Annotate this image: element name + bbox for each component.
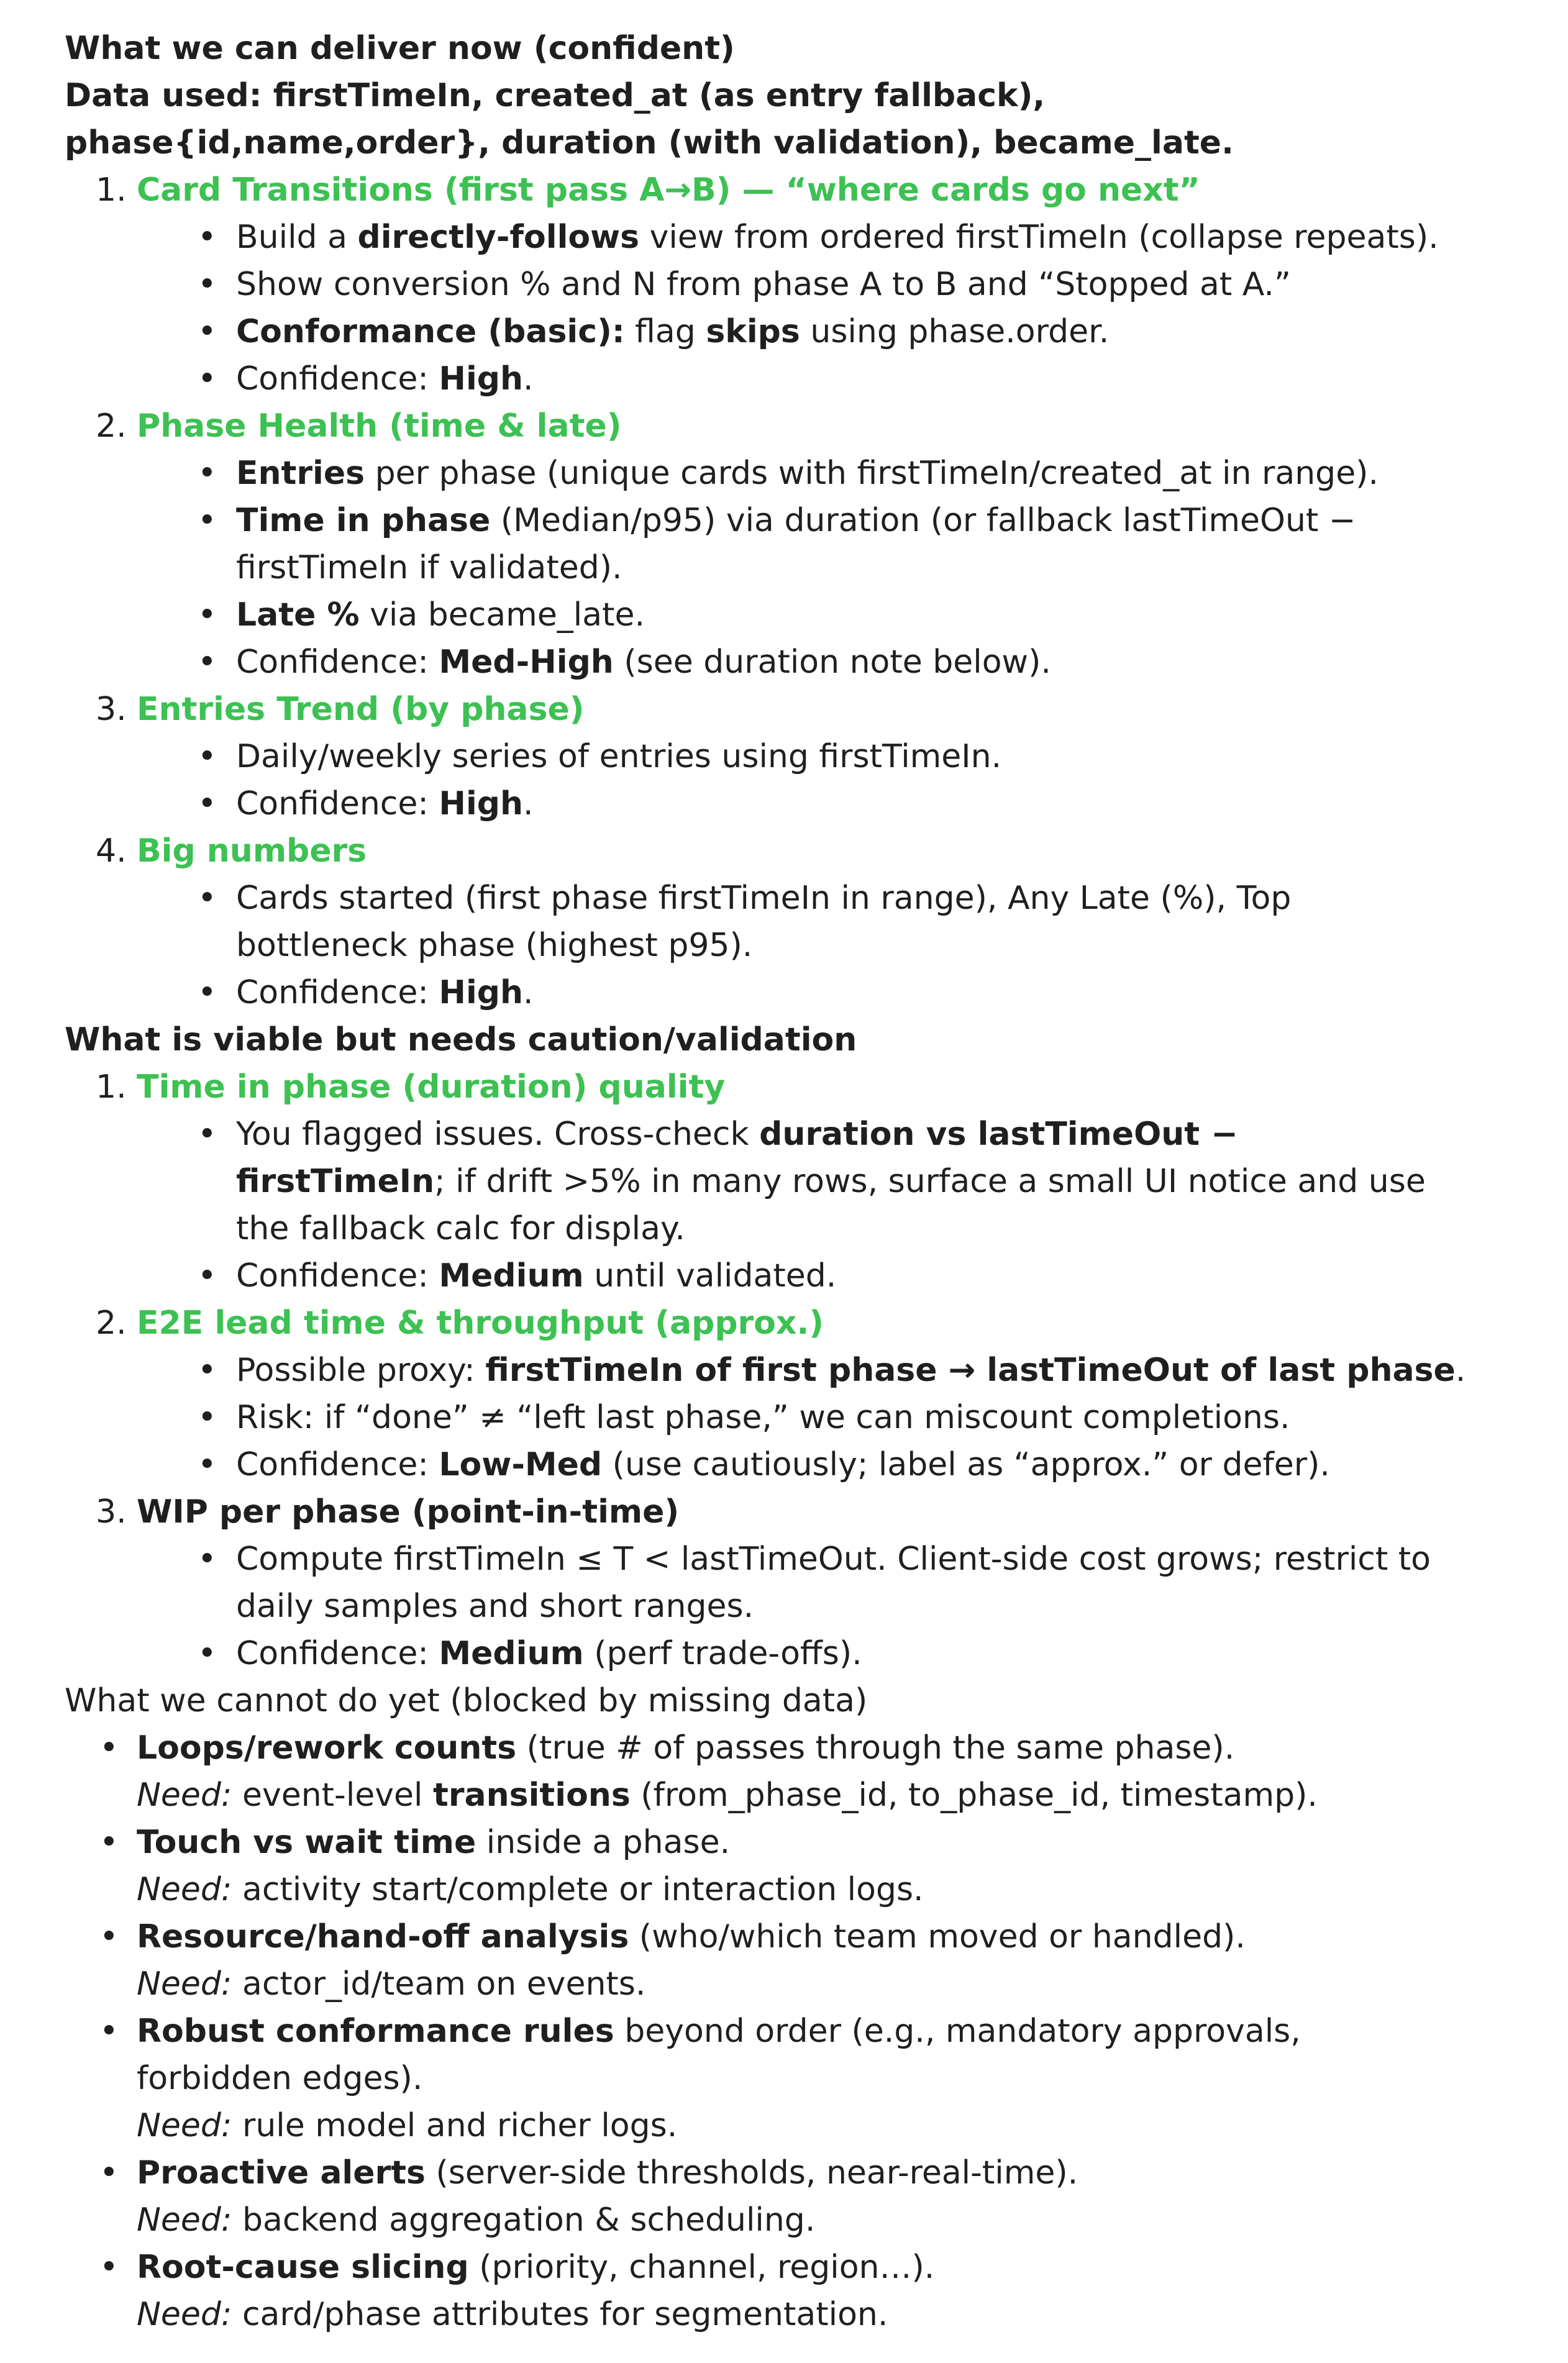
- bullet-dot: •: [198, 1257, 217, 1295]
- item-title: E2E lead time & throughput (approx.): [137, 1304, 824, 1342]
- bullet-proactive-alerts: • Proactive alerts (server-side thresholds, near-real-time).: [65, 2149, 1518, 2197]
- bullet-dot: •: [198, 219, 217, 256]
- need-line: Need: card/phase attributes for segmentation.: [137, 2296, 888, 2333]
- bullet-dot: •: [99, 2249, 119, 2286]
- item-number: 1.: [96, 171, 127, 209]
- data-used-line: Data used: firstTimeIn, created_at (as entry fallback), phase{id,name,order}, duration (with validation), became_late.: [65, 77, 1234, 162]
- bullet: • Possible proxy: firstTimeIn of first phase → lastTimeOut of last phase.: [65, 1347, 1518, 1394]
- need-line: Need: actor_id/team on events.: [137, 1965, 646, 2003]
- bullet: • You flagged issues. Cross-check duration vs lastTimeOut − firstTimeIn; if drift >5% in many rows, surface a small UI notice and use the fallback calc for display.: [65, 1111, 1518, 1252]
- bullet-dot: •: [198, 974, 217, 1011]
- bullet-dot: •: [99, 1729, 119, 1767]
- bullet-robust-conformance: • Robust conformance rules beyond order (e.g., mandatory approvals, forbidden edges).: [65, 2008, 1518, 2102]
- section-heading-deliver-now: What we can deliver now (confident): [65, 30, 735, 67]
- bullet-resource-handoff: • Resource/hand-off analysis (who/which team moved or handled).: [65, 1913, 1518, 1960]
- bullet-dot: •: [198, 502, 217, 539]
- bullet-dot: •: [198, 313, 217, 350]
- bullet-dot: •: [198, 880, 217, 917]
- bullet-dot: •: [198, 455, 217, 492]
- section-heading-cannot-do-yet: What we cannot do yet (blocked by missing data): [65, 1682, 868, 1719]
- bullet: • Confidence: Med-High (see duration note below).: [65, 639, 1518, 686]
- need-line: Need: activity start/complete or interaction logs.: [137, 1871, 924, 1908]
- bullet: • Risk: if “done” ≠ “left last phase,” we can miscount completions.: [65, 1394, 1518, 1441]
- item-title: Entries Trend (by phase): [137, 691, 585, 728]
- item-number: 4.: [96, 832, 127, 870]
- bullet-dot: •: [99, 2154, 119, 2192]
- bullet-dot: •: [198, 738, 217, 775]
- numbered-item-wip-per-phase: [65, 1488, 1518, 1536]
- item-number: 3.: [96, 1493, 127, 1531]
- bullet-touch-vs-wait: • Touch vs wait time inside a phase.: [65, 1819, 1518, 1866]
- numbered-item-card-transitions: [65, 166, 1518, 214]
- bullet: • Confidence: Medium until validated.: [65, 1252, 1518, 1300]
- bullet-dot: •: [198, 1635, 217, 1672]
- item-title: Card Transitions (first pass A→B) — “where cards go next”: [137, 171, 1200, 209]
- need-line: Need: rule model and richer logs.: [137, 2107, 678, 2144]
- bullet: • Show conversion % and N from phase A to B and “Stopped at A.”: [65, 261, 1518, 308]
- bullet-dot: •: [99, 1918, 119, 1956]
- item-title: Phase Health (time & late): [137, 407, 622, 445]
- section-heading-viable-caution: What is viable but needs caution/validation: [65, 1021, 857, 1059]
- bullet: • Confidence: High.: [65, 355, 1518, 403]
- bullet-dot: •: [198, 596, 217, 634]
- numbered-item-entries-trend: [65, 686, 1518, 733]
- bullet: • Cards started (first phase firstTimeIn in range), Any Late (%), Top bottleneck phase (highest p95).: [65, 875, 1518, 969]
- bullet: • Conformance (basic): flag skips using phase.order.: [65, 308, 1518, 355]
- item-title: Time in phase (duration) quality: [137, 1068, 726, 1106]
- bullet-dot: •: [198, 1446, 217, 1483]
- bullet-dot: •: [198, 1541, 217, 1578]
- bullet: • Entries per phase (unique cards with firstTimeIn/created_at in range).: [65, 450, 1518, 497]
- item-number: 2.: [96, 407, 127, 445]
- bullet: • Confidence: High.: [65, 780, 1518, 827]
- bullet-dot: •: [198, 1399, 217, 1436]
- bullet-dot: •: [198, 644, 217, 681]
- item-title: Big numbers: [137, 832, 367, 870]
- bullet: • Confidence: Medium (perf trade-offs).: [65, 1630, 1518, 1677]
- bullet: • Confidence: Low-Med (use cautiously; label as “approx.” or defer).: [65, 1441, 1518, 1488]
- numbered-item-duration-quality: [65, 1063, 1518, 1111]
- bullet-dot: •: [99, 1824, 119, 1861]
- bullet: • Time in phase (Median/p95) via duration (or fallback lastTimeOut − firstTimeIn if validated).: [65, 497, 1518, 591]
- bullet-dot: •: [198, 266, 217, 303]
- bullet-loops-rework: • Loops/rework counts (true # of passes through the same phase).: [65, 1724, 1518, 1772]
- bullet-root-cause: • Root-cause slicing (priority, channel, region…).: [65, 2244, 1518, 2291]
- numbered-item-e2e-lead-time: [65, 1300, 1518, 1347]
- numbered-item-phase-health: [65, 403, 1518, 450]
- need-line: Need: event-level transitions (from_phase_id, to_phase_id, timestamp).: [137, 1777, 1318, 1814]
- bullet-dot: •: [198, 785, 217, 822]
- bullet-dot: •: [198, 1352, 217, 1389]
- bullet: • Build a directly-follows view from ordered firstTimeIn (collapse repeats).: [65, 214, 1518, 261]
- numbered-item-big-numbers: [65, 827, 1518, 875]
- bullet-dot: •: [99, 2013, 119, 2050]
- bullet-dot: •: [198, 1116, 217, 1153]
- bullet: • Daily/weekly series of entries using firstTimeIn.: [65, 733, 1518, 780]
- need-line: Need: backend aggregation & scheduling.: [137, 2201, 816, 2239]
- item-number: 3.: [96, 691, 127, 728]
- item-number: 2.: [96, 1304, 127, 1342]
- item-title: WIP per phase (point-in-time): [137, 1493, 680, 1531]
- item-number: 1.: [96, 1068, 127, 1106]
- bullet: • Compute firstTimeIn ≤ T < lastTimeOut. Client-side cost grows; restrict to daily samples and short ranges.: [65, 1536, 1518, 1630]
- bullet-dot: •: [198, 360, 217, 398]
- bullet: • Confidence: High.: [65, 969, 1518, 1016]
- bullet: • Late % via became_late.: [65, 591, 1518, 639]
